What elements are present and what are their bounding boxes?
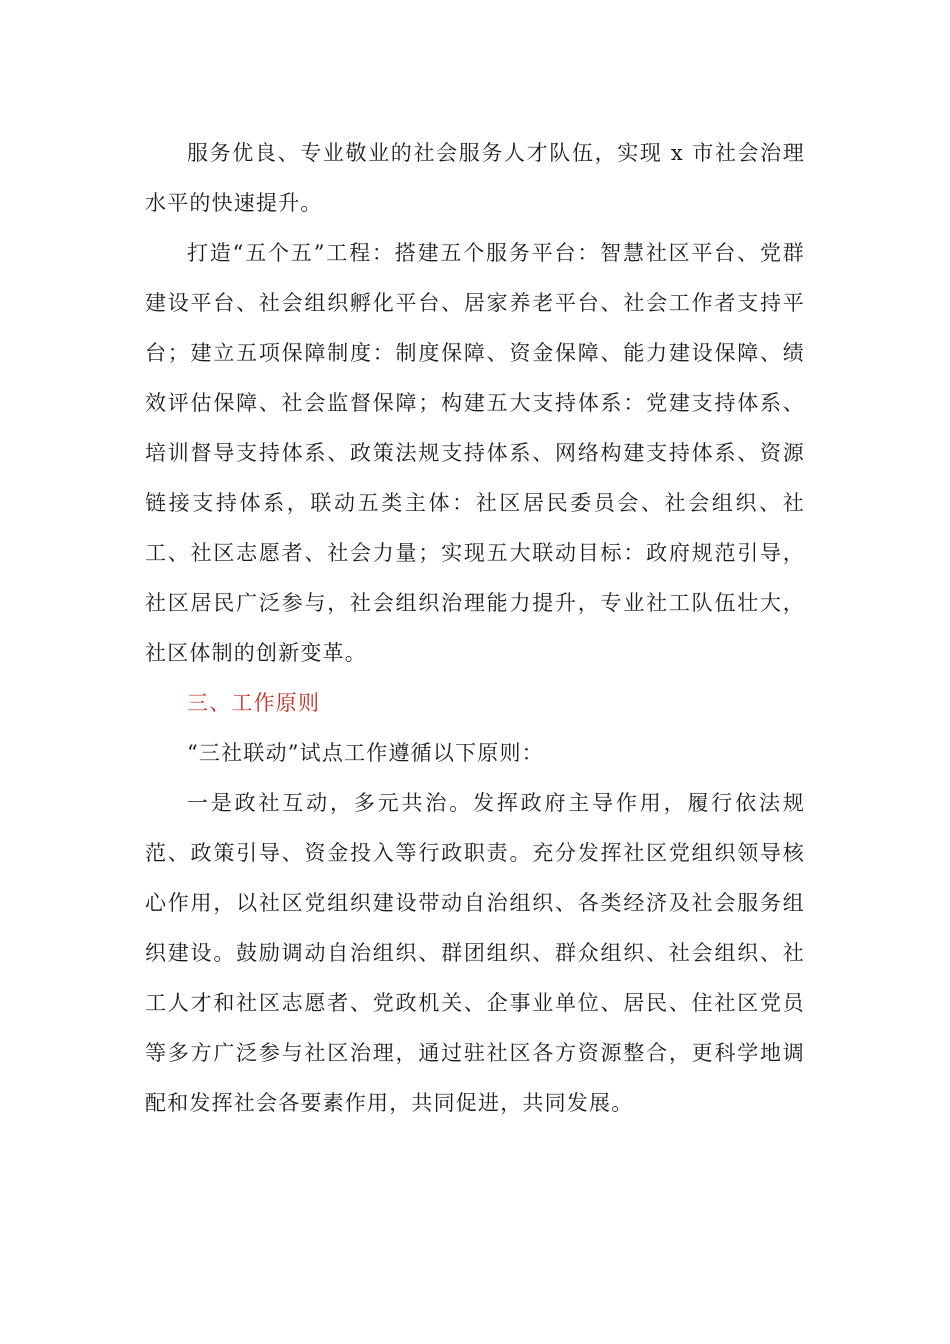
section-heading-work-principles: 三、工作原则 [187, 691, 321, 715]
paragraph-five-fives-project: 打造“五个五”工程：搭建五个服务平台：智慧社区平台、党群建设平台、社会组织孵化平台、居家养老平台、社会工作者支持平台；建立五项保障制度：制度保障、资金保障、能力建设保障、绩效评估保障、社会监督保障；构建五大支持体系：党建支持体系、培训督导支持体系、政策法规支持体系、网络构建支持体系、资源链接支持体系，联动五类主体：社区居民委员会、社会组织、社工、社区志愿者、社会力量；实现五大联动目标：政府规范引导，社区居民广泛参与，社会组织治理能力提升，专业社工队伍壮大，社区体制的创新变革。 [145, 241, 805, 665]
paragraph-continuation: 服务优良、专业敬业的社会服务人才队伍，实现 x 市社会治理水平的快速提升。 [145, 141, 805, 215]
paragraph-principles-intro: “三社联动”试点工作遵循以下原则： [187, 741, 544, 765]
paragraph-principle-one: 一是政社互动，多元共治。发挥政府主导作用，履行依法规范、政策引导、资金投入等行政职责。充分发挥社区党组织领导核心作用，以社区党组织建设带动自治组织、各类经济及社会服务组织建设。鼓励调动自治组织、群团组织、群众组织、社会组织、社工人才和社区志愿者、党政机关、企事业单位、居民、住社区党员等多方广泛参与社区治理，通过驻社区各方资源整合，更科学地调配和发挥社会各要素作用，共同促进，共同发展。 [145, 791, 805, 1115]
document-body [145, 128, 805, 1128]
